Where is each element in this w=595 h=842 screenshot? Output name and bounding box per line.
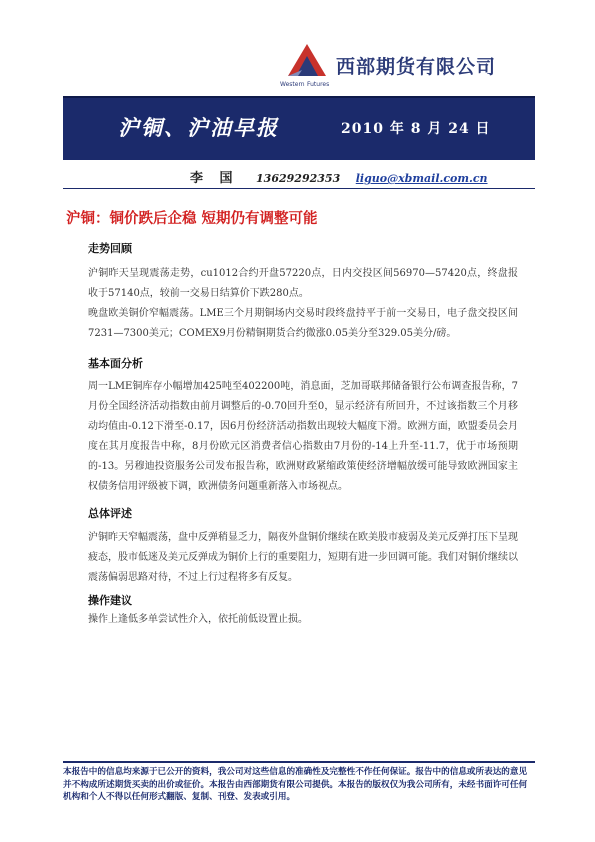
logo-text-futures: Futures <box>307 81 330 88</box>
footer-divider <box>63 761 535 763</box>
paragraph-review-2: 晚盘欧美铜价窄幅震荡。LME三个月期铜场内交易时段终盘持平于前一交易日，电子盘交投区间7231—7300美元；COMEX9月份精铜期货合约微涨0.05美分至329.05美分/磅。 <box>88 308 518 339</box>
article-title: 沪铜：铜价跌后企稳 短期仍有调整可能 <box>66 211 318 227</box>
report-banner <box>63 96 535 160</box>
section-heading-summary: 总体评述 <box>88 507 132 520</box>
author-line <box>190 167 488 186</box>
report-title: 沪铜、沪油早报 <box>118 115 279 140</box>
author-divider <box>63 188 535 189</box>
author-name: 李 国 <box>190 171 239 186</box>
company-logo <box>278 42 336 94</box>
disclaimer-text: 本报告中的信息均来源于已公开的资料，我公司对这些信息的准确性及完整性不作任何保证。报告中的信息或所表达的意见并不构成所述期货买卖的出价或征价。本报告由西部期货有限公司提供。本报告的版权仅为我公司所有，未经书面许可任何机构和个人不得以任何形式翻版、复制、刊登、发表或引用。 <box>63 767 528 802</box>
paragraph-advice: 操作上逢低多单尝试性介入，依托前低设置止损。 <box>88 614 308 625</box>
logo-text-western: Western <box>280 81 305 88</box>
paragraph-fundamentals: 周一LME铜库存小幅增加425吨至402200吨，消息面，芝加哥联邦储备银行公布调查报告称，7月份全国经济活动指数由前月调整后的-0.70回升至0，显示经济有所回升，不过该指数三个月移动均值由-0.12下滑至-0.17，因6月份经济活动指数出现较大幅度下滑。欧洲方面，欧盟委员会月度在其月度报告中称，8月份欧元区消费者信心指数由7月份的-14上升至-11.7，优于市场预期的-13。另穆迪投资服务公司发布报告称，欧洲财政紧缩政策使经济增幅放缓可能导致欧洲国家主权债务信用评级被下调，欧洲债务问题重新落入市场视点。 <box>88 381 518 492</box>
author-phone: 13629292353 <box>256 172 341 185</box>
paragraph-summary: 沪铜昨天窄幅震荡，盘中反弹稍显乏力，隔夜外盘铜价继续在欧美股市疲弱及美元反弹打压下呈现疲态，股市低迷及美元反弹成为铜价上行的重要阻力，短期有进一步回调可能。我们对铜价继续以震荡偏弱思路对待，不过上行过程将多有反复。 <box>88 532 518 583</box>
section-heading-fundamentals: 基本面分析 <box>88 357 143 370</box>
western-futures-logo-icon <box>278 42 336 94</box>
paragraph-review-1: 沪铜昨天呈现震荡走势，cu1012合约开盘57220点，日内交投区间56970—57420点，终盘报收于57140点，较前一交易日结算价下跌280点。 <box>88 268 518 299</box>
author-email-link[interactable]: liguo@xbmail.com.cn <box>355 172 488 185</box>
section-heading-review: 走势回顾 <box>88 242 132 255</box>
report-date: 2010 年 8 月 24 日 <box>341 121 491 137</box>
section-heading-advice: 操作建议 <box>88 594 132 607</box>
company-name: 西部期货有限公司 <box>336 56 497 78</box>
